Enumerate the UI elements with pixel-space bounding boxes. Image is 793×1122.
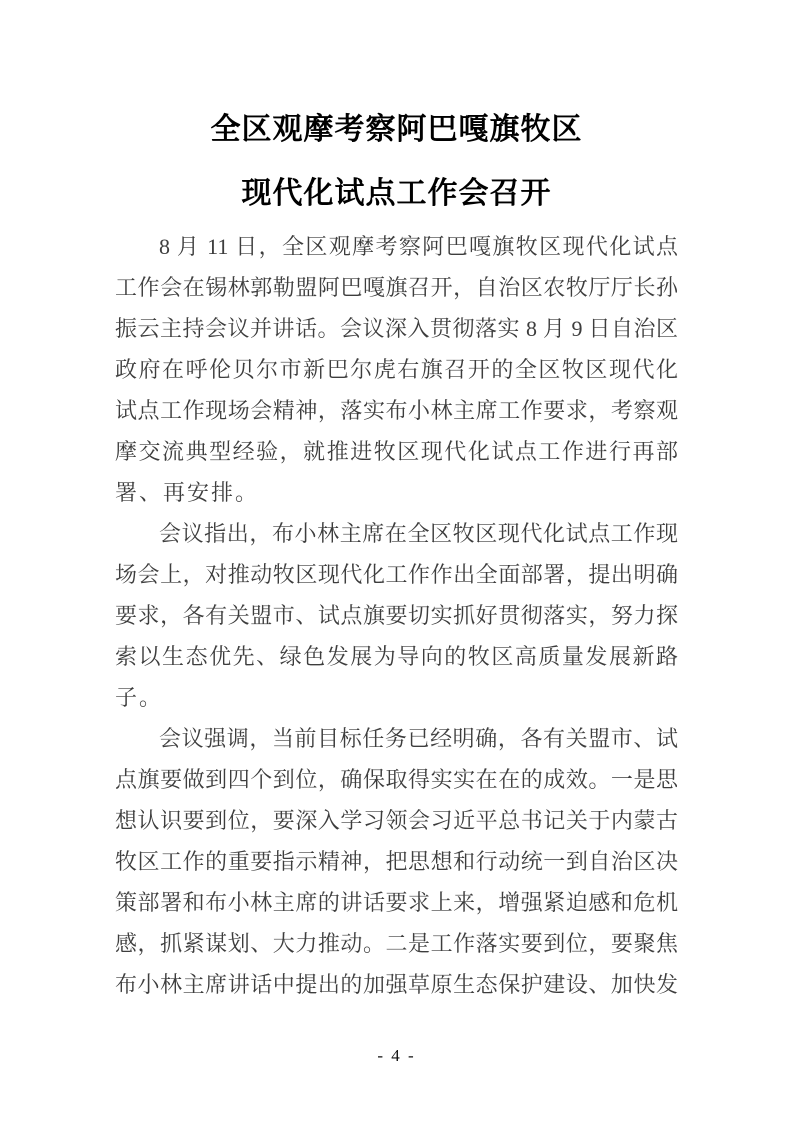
paragraph-2 <box>115 513 678 718</box>
paragraph-3 <box>115 718 678 1005</box>
paragraph-line: 牧区工作的重要指示精神，把思想和行动统一到自治区决 <box>115 849 678 874</box>
paragraph-line: 摩交流典型经验，就推进牧区现代化试点工作进行再部 <box>115 439 678 464</box>
paragraph-line: 振云主持会议并讲话。会议深入贯彻落实 8 月 9 日自治区 <box>115 316 678 341</box>
paragraph-line: 子。 <box>115 685 164 710</box>
paragraph-line: 工作会在锡林郭勒盟阿巴嘎旗召开，自治区农牧厅厅长孙 <box>115 275 678 300</box>
document-body <box>115 226 678 1005</box>
paragraph-line: 想认识要到位，要深入学习领会习近平总书记关于内蒙古 <box>115 808 678 833</box>
paragraph-line: 点旗要做到四个到位，确保取得实实在在的成效。一是思 <box>115 767 678 792</box>
paragraph-line: 感，抓紧谋划、大力推动。二是工作落实要到位，要聚焦 <box>115 931 678 956</box>
paragraph-line: 政府在呼伦贝尔市新巴尔虎右旗召开的全区牧区现代化 <box>115 357 678 382</box>
paragraph-line: 会议指出，布小林主席在全区牧区现代化试点工作现 <box>159 521 678 546</box>
paragraph-line: 8 月 11 日，全区观摩考察阿巴嘎旗牧区现代化试点 <box>159 234 678 259</box>
document-title-line-1: 全区观摩考察阿巴嘎旗牧区 <box>210 113 583 146</box>
paragraph-line: 试点工作现场会精神，落实布小林主席工作要求，考察观 <box>115 398 678 423</box>
paragraph-1 <box>115 226 678 513</box>
paragraph-line: 策部署和布小林主席的讲话要求上来，增强紧迫感和危机 <box>115 890 678 915</box>
paragraph-line: 布小林主席讲话中提出的加强草原生态保护建设、加快发 <box>115 972 678 997</box>
paragraph-line: 要求，各有关盟市、试点旗要切实抓好贯彻落实，努力探 <box>115 603 678 628</box>
paragraph-line: 署、再安排。 <box>115 480 260 505</box>
paragraph-line: 会议强调，当前目标任务已经明确，各有关盟市、试 <box>159 726 678 751</box>
paragraph-line: 场会上，对推动牧区现代化工作作出全面部署，提出明确 <box>115 562 678 587</box>
document-title-line-2: 现代化试点工作会召开 <box>241 177 552 210</box>
page-number: - 4 - <box>377 1046 416 1065</box>
paragraph-line: 索以生态优先、绿色发展为导向的牧区高质量发展新路 <box>115 644 678 669</box>
document-title <box>0 98 793 226</box>
